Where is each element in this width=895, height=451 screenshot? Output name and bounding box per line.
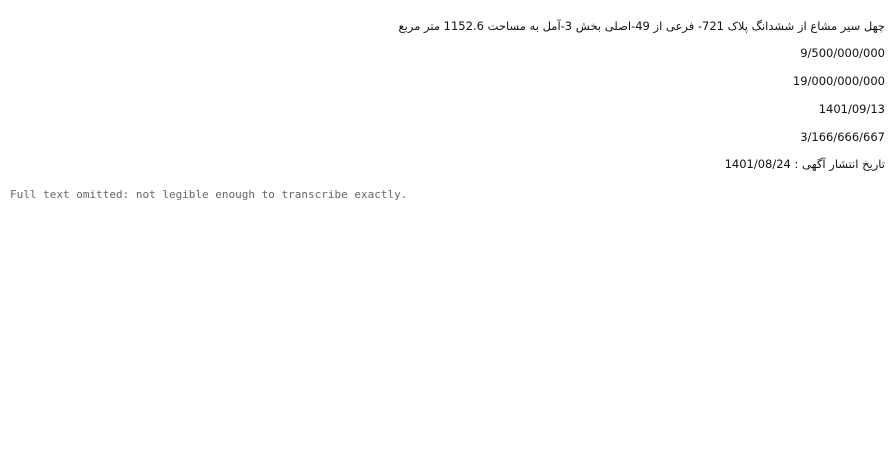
publication-date: تاریخ انتشار آگهی : 1401/08/24 <box>724 157 885 172</box>
amount-1: 9/500/000/000 <box>800 46 885 61</box>
transcription-note: Full text omitted: not legible enough to transcribe exactly. <box>10 187 408 201</box>
amount-2: 19/000/000/000 <box>792 74 885 89</box>
auction-date: 1401/09/13 <box>818 101 885 116</box>
opening-bid: 3/166/666/667 <box>800 129 885 144</box>
notice-opening: چهل سیر مشاع از ششدانگ پلاک 721- فرعی از 49-اصلی بخش 3-آمل به مساحت 1152.6 متر مربع <box>398 18 885 33</box>
